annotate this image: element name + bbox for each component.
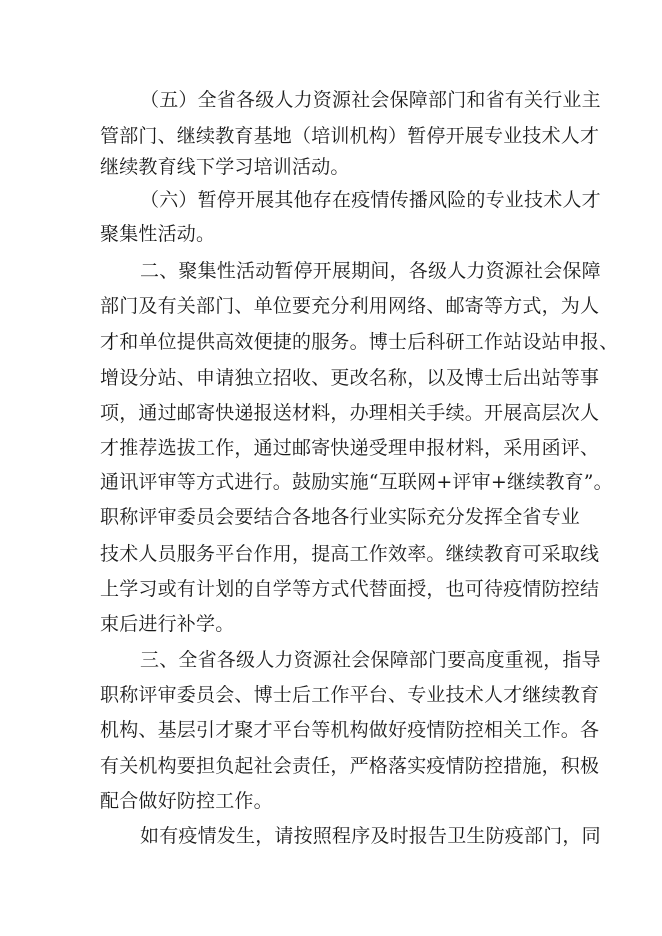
section-2-line-6: 才推荐选拔工作，通过邮寄快递受理申报材料，采用函评、 bbox=[100, 437, 600, 459]
section-3-line-2: 职称评审委员会、博士后工作平台、专业技术人才继续教育 bbox=[100, 684, 600, 706]
section-2-line-8: 职称评审委员会要结合各地各行业实际充分发挥全省专业 bbox=[100, 506, 581, 528]
closing-paragraph-line-1: 如有疫情发生，请按照程序及时报告卫生防疫部门，同 bbox=[140, 825, 601, 847]
section-2-line-10: 上学习或有计划的自学等方式代替面授，也可待疫情防控结 bbox=[100, 578, 600, 600]
paragraph-5-line-3: 继续教育线下学习培训活动。 bbox=[100, 156, 350, 178]
section-2-line-2: 部门及有关部门、单位要充分利用网络、邮寄等方式，为人 bbox=[100, 295, 600, 317]
section-2-line-7: 通讯评审等方式进行。鼓励实施“互联网+评审+继续教育”。 bbox=[100, 471, 613, 493]
paragraph-6-line-1: （六）暂停开展其他存在疫情传播风险的专业技术人才 bbox=[140, 189, 601, 211]
section-3-line-1: 三、全省各级人力资源社会保障部门要高度重视，指导 bbox=[140, 649, 601, 671]
section-2-line-11: 束后进行补学。 bbox=[100, 613, 235, 635]
paragraph-5-line-1: （五）全省各级人力资源社会保障部门和省有关行业主 bbox=[140, 89, 601, 111]
section-3-line-5: 配合做好防控工作。 bbox=[100, 790, 273, 812]
section-2-line-1: 二、聚集性活动暂停开展期间，各级人力资源社会保障 bbox=[140, 260, 601, 282]
section-2-line-9: 技术人员服务平台作用，提高工作效率。继续教育可采取线 bbox=[100, 543, 600, 565]
paragraph-6-line-2: 聚集性活动。 bbox=[100, 223, 216, 245]
paragraph-5-line-2: 管部门、继续教育基地（培训机构）暂停开展专业技术人才 bbox=[100, 125, 600, 147]
section-2-line-3: 才和单位提供高效便捷的服务。博士后科研工作站设站申报、 bbox=[100, 331, 619, 353]
section-3-line-3: 机构、基层引才聚才平台等机构做好疫情防控相关工作。各 bbox=[100, 719, 600, 741]
section-2-line-4: 增设分站、申请独立招收、更改名称，以及博士后出站等事 bbox=[100, 367, 600, 389]
section-3-line-4: 有关机构要担负起社会责任，严格落实疫情防控措施，积极 bbox=[100, 755, 600, 777]
section-2-line-5: 项，通过邮寄快递报送材料，办理相关手续。开展高层次人 bbox=[100, 402, 600, 424]
